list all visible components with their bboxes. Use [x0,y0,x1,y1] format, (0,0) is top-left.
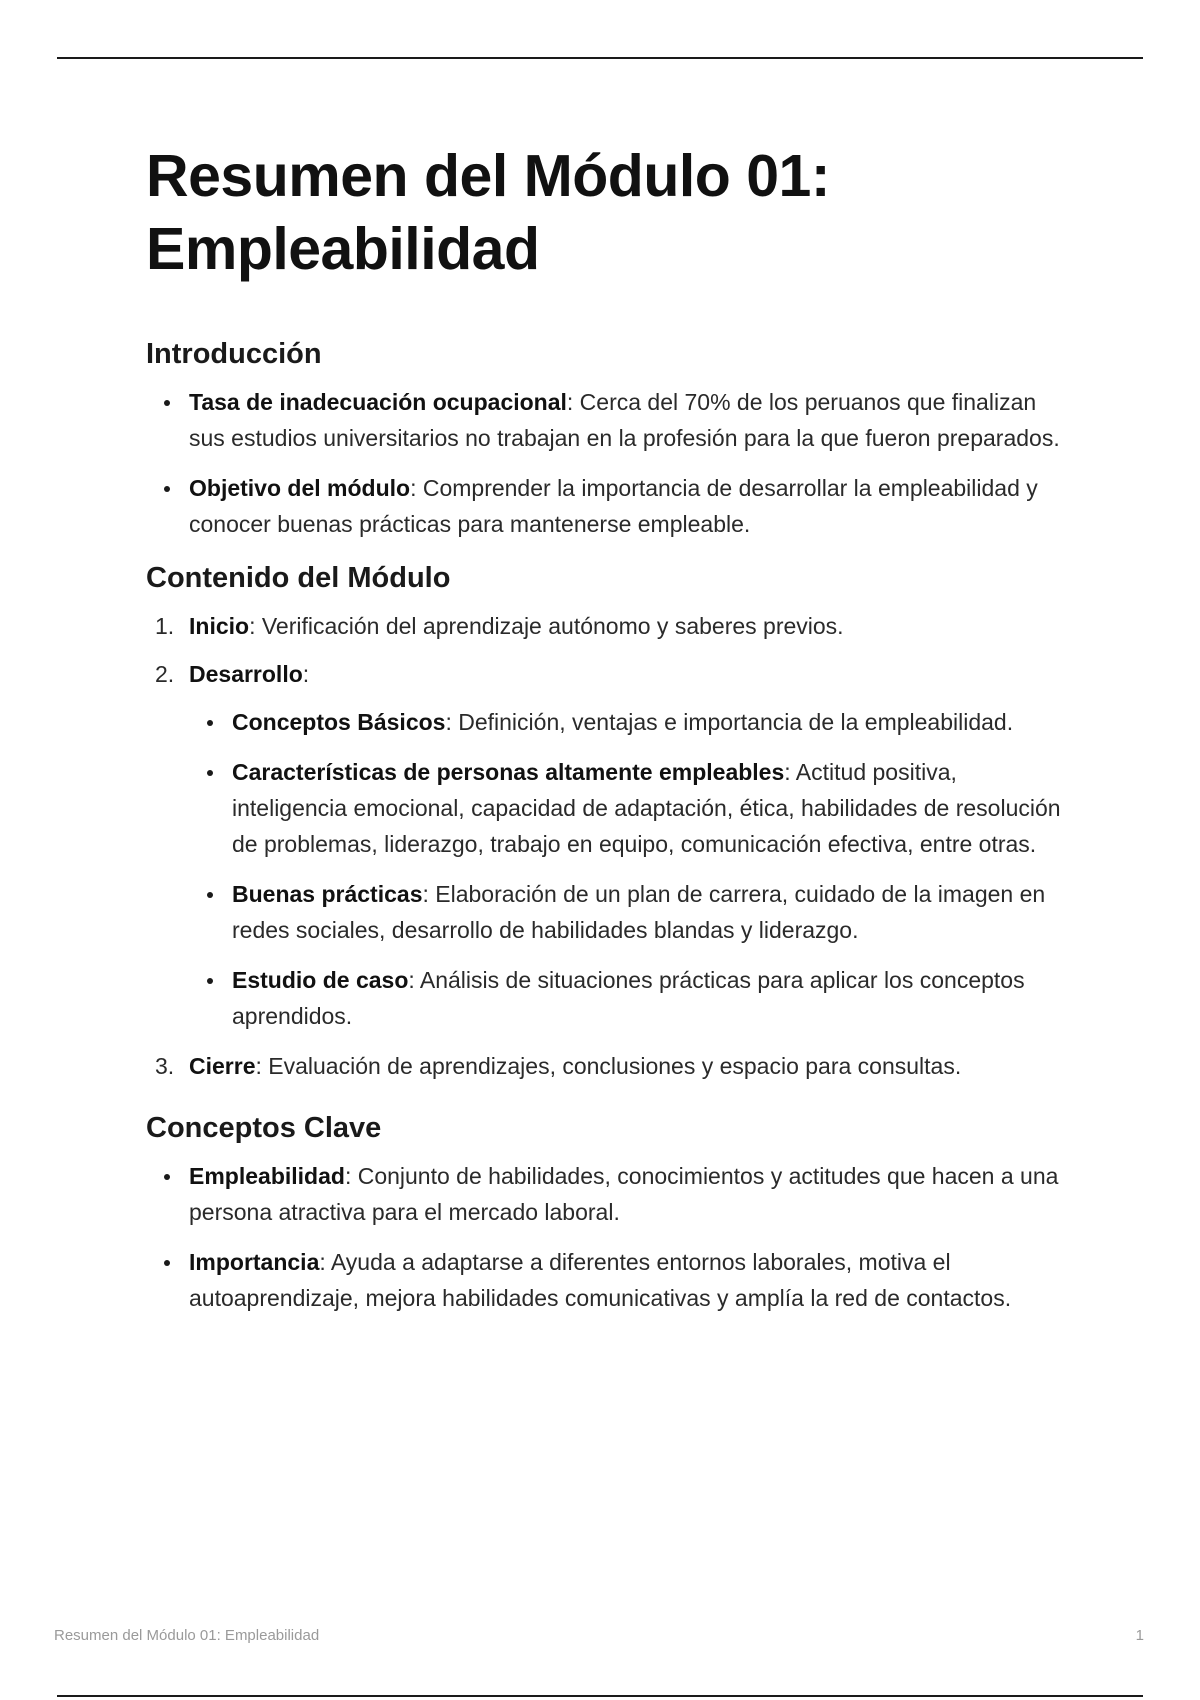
section-heading-intro: Introducción [146,338,322,370]
item-term: Conceptos Básicos [232,709,446,735]
item-text: : Evaluación de aprendizajes, conclusiones y espacio para consultas. [255,1053,962,1079]
item-term: Empleabilidad [189,1163,345,1189]
list-item [155,656,1076,1034]
page-number: 1 [1135,1627,1144,1644]
item-term: Importancia [189,1249,320,1275]
document-title [146,140,1076,286]
item-term: Características de personas altamente empleables [232,759,785,785]
item-number: 3. [155,1053,175,1079]
item-text: : Verificación del aprendizaje autónomo y saberes previos. [249,613,844,639]
list-item [189,470,1076,542]
item-term: Cierre [189,1053,256,1079]
list-item [189,1244,1076,1316]
section-heading-content: Contenido del Módulo [146,562,451,594]
item-term: Objetivo del módulo [189,475,411,501]
item-term: Desarrollo [189,661,303,687]
content-list [146,608,1076,1084]
item-text: : Análisis de situaciones prácticas para aplicar los conceptos aprendidos. [232,967,1025,1029]
sub-list [189,704,1076,1034]
item-term: Tasa de inadecuación ocupacional [189,389,567,415]
sub-list-item [232,754,1076,862]
item-text: : Elaboración de un plan de carrera, cuidado de la imagen en redes sociales, desarrollo de habilidades blandas y liderazgo. [232,881,1046,943]
list-item [155,1048,1076,1084]
item-number: 1. [155,613,175,639]
item-text: : Ayuda a adaptarse a diferentes entornos laborales, motiva el autoaprendizaje, mejora habilidades comunicativas y amplía la red de contactos. [189,1249,1012,1311]
document-body [146,140,1076,1330]
title-line-1: Resumen del Módulo 01: [146,143,830,209]
section-heading-key-concepts: Conceptos Clave [146,1112,382,1144]
item-text: : [302,661,310,687]
item-text: : Definición, ventajas e importancia de la empleabilidad. [445,709,1014,735]
key-concepts-list [146,1158,1076,1316]
bottom-rule [57,1695,1143,1697]
intro-list [146,384,1076,542]
footer-title: Resumen del Módulo 01: Empleabilidad [54,1627,320,1644]
item-number: 2. [155,661,175,687]
item-term: Buenas prácticas [232,881,423,907]
item-term: Estudio de caso [232,967,409,993]
list-item [189,384,1076,456]
sub-list-item [232,704,1076,740]
sub-list-item [232,962,1076,1034]
item-text: : Actitud positiva, inteligencia emocional, capacidad de adaptación, ética, habilidades de resolución de problemas, liderazgo, trabajo en equipo, comunicación efectiva, entre otras. [232,759,1061,857]
item-text: : Conjunto de habilidades, conocimientos y actitudes que hacen a una persona atractiva para el mercado laboral. [189,1163,1059,1225]
item-text: : Cerca del 70% de los peruanos que finalizan sus estudios universitarios no trabajan en la profesión para la que fueron preparados. [189,389,1060,451]
top-rule [57,57,1143,59]
title-line-2: Empleabilidad [146,216,540,282]
item-term: Inicio [189,613,250,639]
item-text: : Comprender la importancia de desarrollar la empleabilidad y conocer buenas prácticas para mantenerse empleable. [189,475,1038,537]
list-item [155,608,1076,644]
sub-list-item [232,876,1076,948]
list-item [189,1158,1076,1230]
